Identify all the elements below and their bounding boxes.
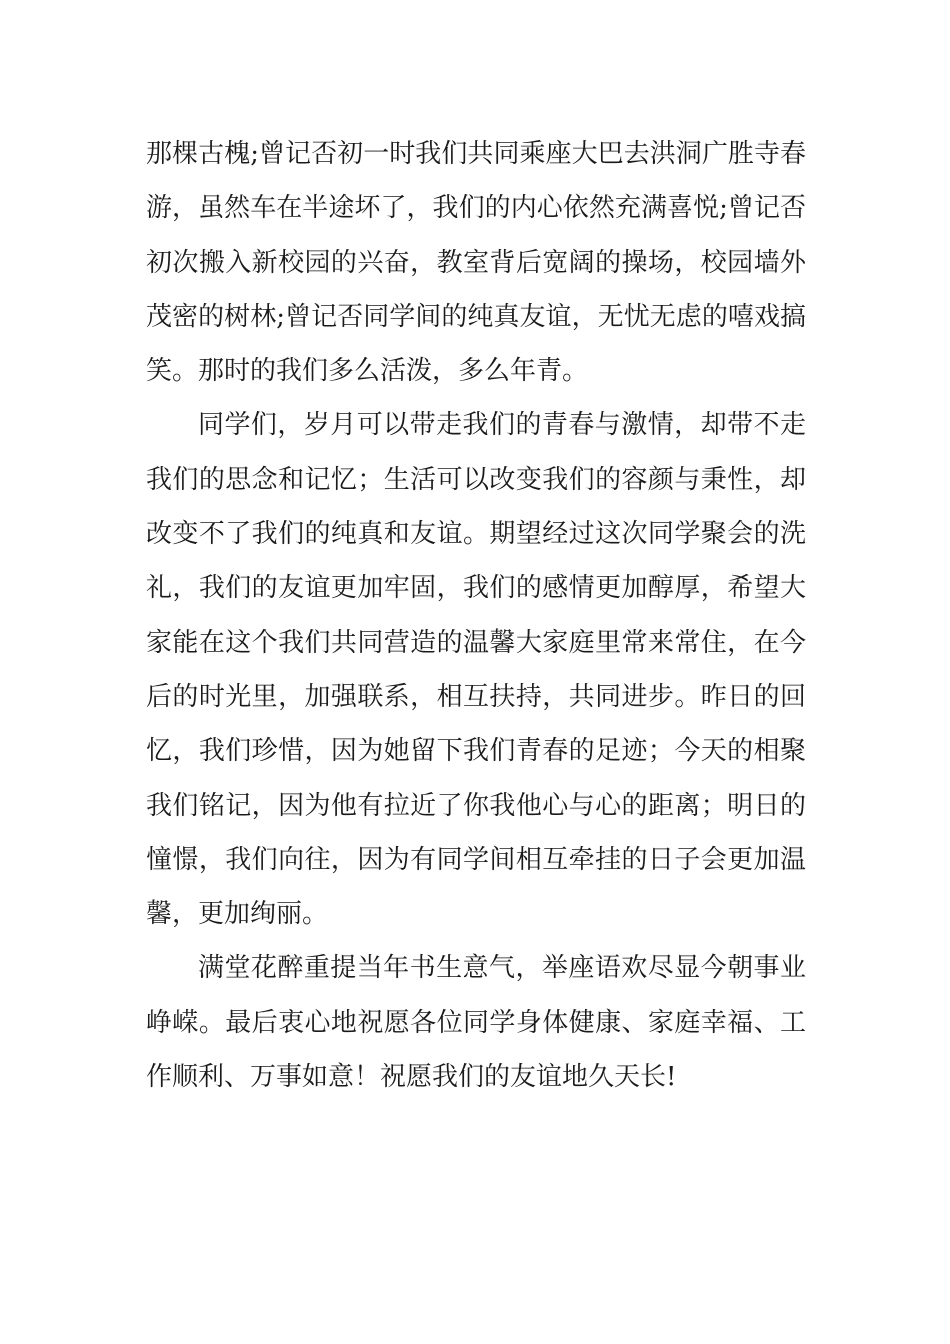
text-line: 改变不了我们的纯真和友谊。期望经过这次同学聚会的洗 <box>146 519 806 550</box>
text-line: 初次搬入新校园的兴奋，教室背后宽阔的操场，校园墙外 <box>146 247 806 278</box>
text-line: 那棵古槐;曾记否初一时我们共同乘座大巴去洪洞广胜寺春 <box>146 139 806 169</box>
text-line: 作顺利、万事如意！祝愿我们的友谊地久天长! <box>146 1062 677 1093</box>
text-line: 同学们，岁月可以带走我们的青春与激情，却带不走 <box>198 410 806 441</box>
text-line: 笑。那时的我们多么活泼，多么年青。 <box>146 356 589 387</box>
text-line: 游，虽然车在半途坏了，我们的内心依然充满喜悦;曾记否 <box>146 193 806 224</box>
text-line: 后的时光里，加强联系，相互扶持，共同进步。昨日的回 <box>146 681 806 712</box>
paragraph-memories <box>146 127 806 398</box>
text-line: 我们铭记，因为他有拉近了你我他心与心的距离；明日的 <box>146 790 806 821</box>
text-line: 我们的思念和记忆；生活可以改变我们的容颜与秉性，却 <box>146 464 806 495</box>
text-line: 憧憬，我们向往，因为有同学间相互牵挂的日子会更加温 <box>146 844 806 875</box>
text-line: 家能在这个我们共同营造的温馨大家庭里常来常住，在今 <box>146 627 806 658</box>
text-line: 茂密的树林;曾记否同学间的纯真友谊，无忧无虑的嘻戏搞 <box>146 301 806 332</box>
paragraph-closing <box>146 941 806 1104</box>
text-line: 峥嵘。最后衷心地祝愿各位同学身体健康、家庭幸福、工 <box>146 1007 806 1038</box>
text-line: 馨，更加绚丽。 <box>146 899 329 930</box>
text-line: 满堂花醉重提当年书生意气，举座语欢尽显今朝事业 <box>198 953 806 984</box>
text-line: 忆，我们珍惜，因为她留下我们青春的足迹；今天的相聚 <box>146 736 806 767</box>
document-body <box>146 127 806 1104</box>
text-line: 礼，我们的友谊更加牢固，我们的感情更加醇厚，希望大 <box>146 573 806 604</box>
paragraph-classmates <box>146 398 806 941</box>
